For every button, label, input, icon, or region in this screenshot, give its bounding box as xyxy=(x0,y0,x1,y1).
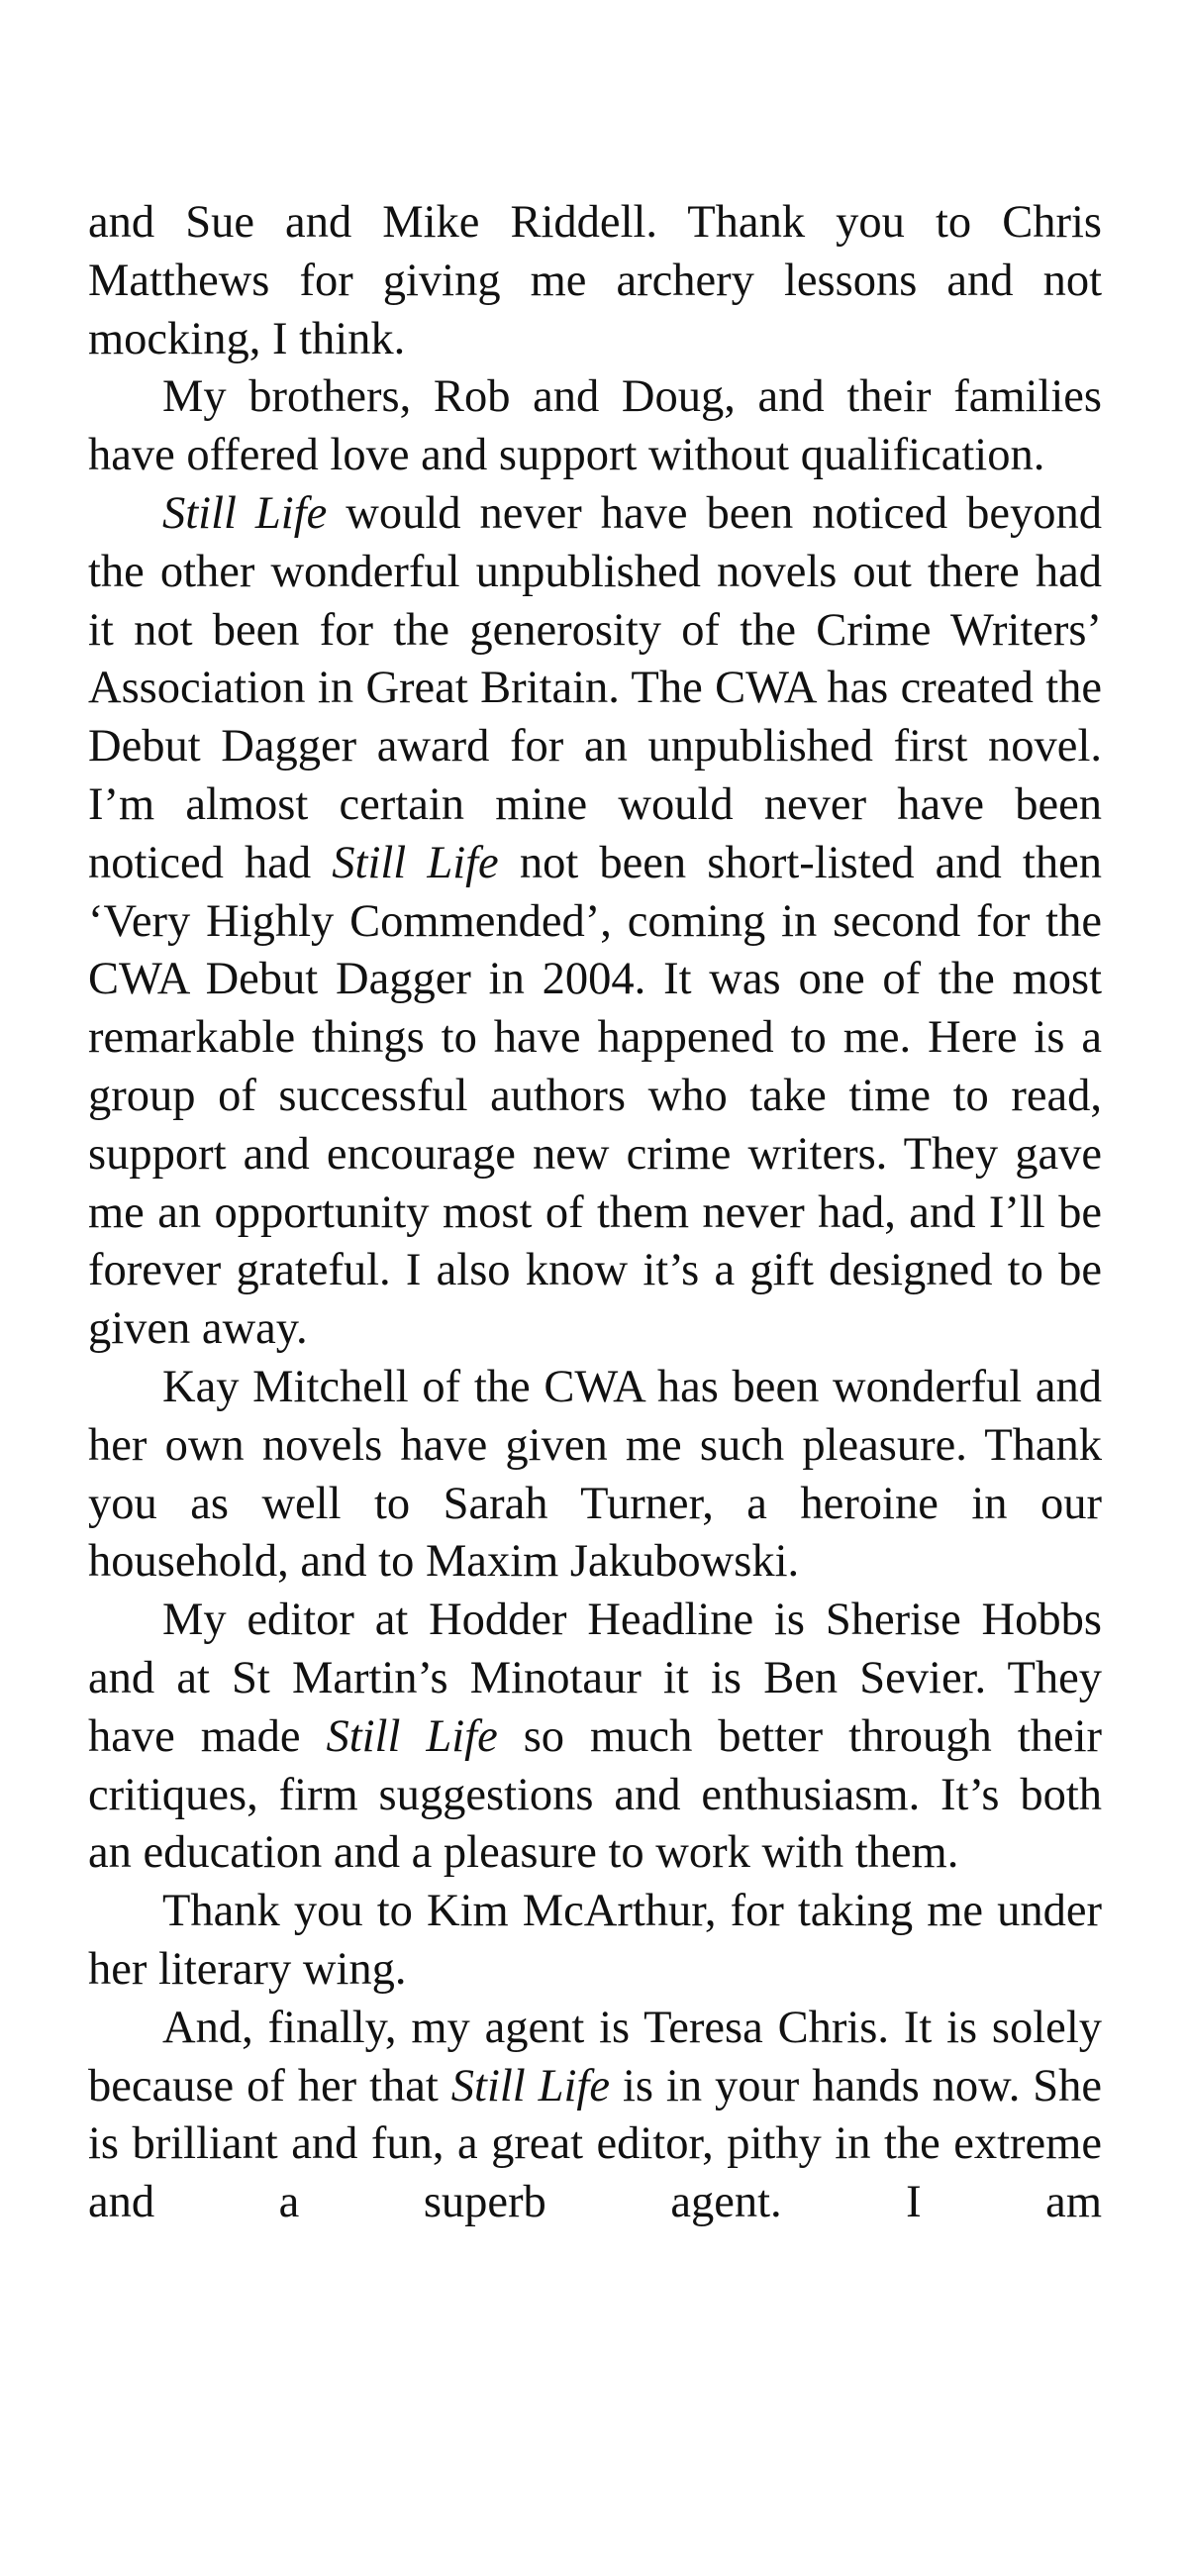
book-page-body xyxy=(88,194,1102,2232)
book-title-italic: Still Life xyxy=(162,487,328,539)
paragraph-cwa-debut-dagger xyxy=(88,485,1102,1359)
paragraph-kay-mitchell xyxy=(88,1359,1102,1592)
paragraph-agent xyxy=(88,2000,1102,2232)
paragraph-riddell-matthews xyxy=(88,194,1102,368)
paragraph-text: is in your hands now. She is brilliant and fun, a great editor, pithy in the extreme and a superb agent. I am xyxy=(88,2060,1103,2228)
book-title-italic: Still Life xyxy=(332,837,499,888)
paragraph-text: and Sue and Mike Riddell. Thank you to Chris Matthews for giving me archery lessons and not mocking, I think. xyxy=(88,197,1102,364)
paragraph-text: My editor at Hodder Headline is Sherise Hobbs and at St Martin’s Minotaur it is Ben Sevier. They have made xyxy=(88,1595,1102,1762)
paragraph-text: would never have been noticed beyond the other wonderful unpublished novels out there had it not been for the generosity of the Crime Writers’ Association in Great Britain. The CWA has created the Debut Dagger award for an unpublished first novel. I’m almost certain mine would never have been noticed had xyxy=(88,487,1103,888)
paragraph-text: Kay Mitchell of the CWA has been wonderful and her own novels have given me such pleasure. Thank you as well to Sarah Turner, a heroine in our household, and to Maxim Jakubowski. xyxy=(88,1361,1102,1588)
book-title-italic: Still Life xyxy=(326,1710,498,1762)
paragraph-text: And, finally, my agent is Teresa Chris. It is solely because of her that xyxy=(88,2002,1102,2112)
paragraph-text: My brothers, Rob and Doug, and their families have offered love and support without qualification. xyxy=(88,371,1102,481)
paragraph-text: so much better through their critiques, firm suggestions and enthusiasm. It’s both an education and a pleasure to work with them. xyxy=(88,1710,1102,1879)
paragraph-text: not been short-listed and then ‘Very Highly Commended’, coming in second for the CWA Debut Dagger in 2004. It was one of the most remarkable things to have happened to me. Here is a group of successful authors who take time to read, support and encourage new crime writers. They gave me an opportunity most of them never had, and I’ll be forever grateful. I also know it’s a gift designed to be given away. xyxy=(88,837,1102,1355)
paragraph-kim-mcarthur xyxy=(88,1883,1102,2000)
paragraph-editors xyxy=(88,1592,1102,1883)
paragraph-text: Thank you to Kim McArthur, for taking me under her literary wing. xyxy=(88,1886,1102,1995)
book-title-italic: Still Life xyxy=(450,2060,610,2112)
paragraph-brothers xyxy=(88,368,1102,485)
